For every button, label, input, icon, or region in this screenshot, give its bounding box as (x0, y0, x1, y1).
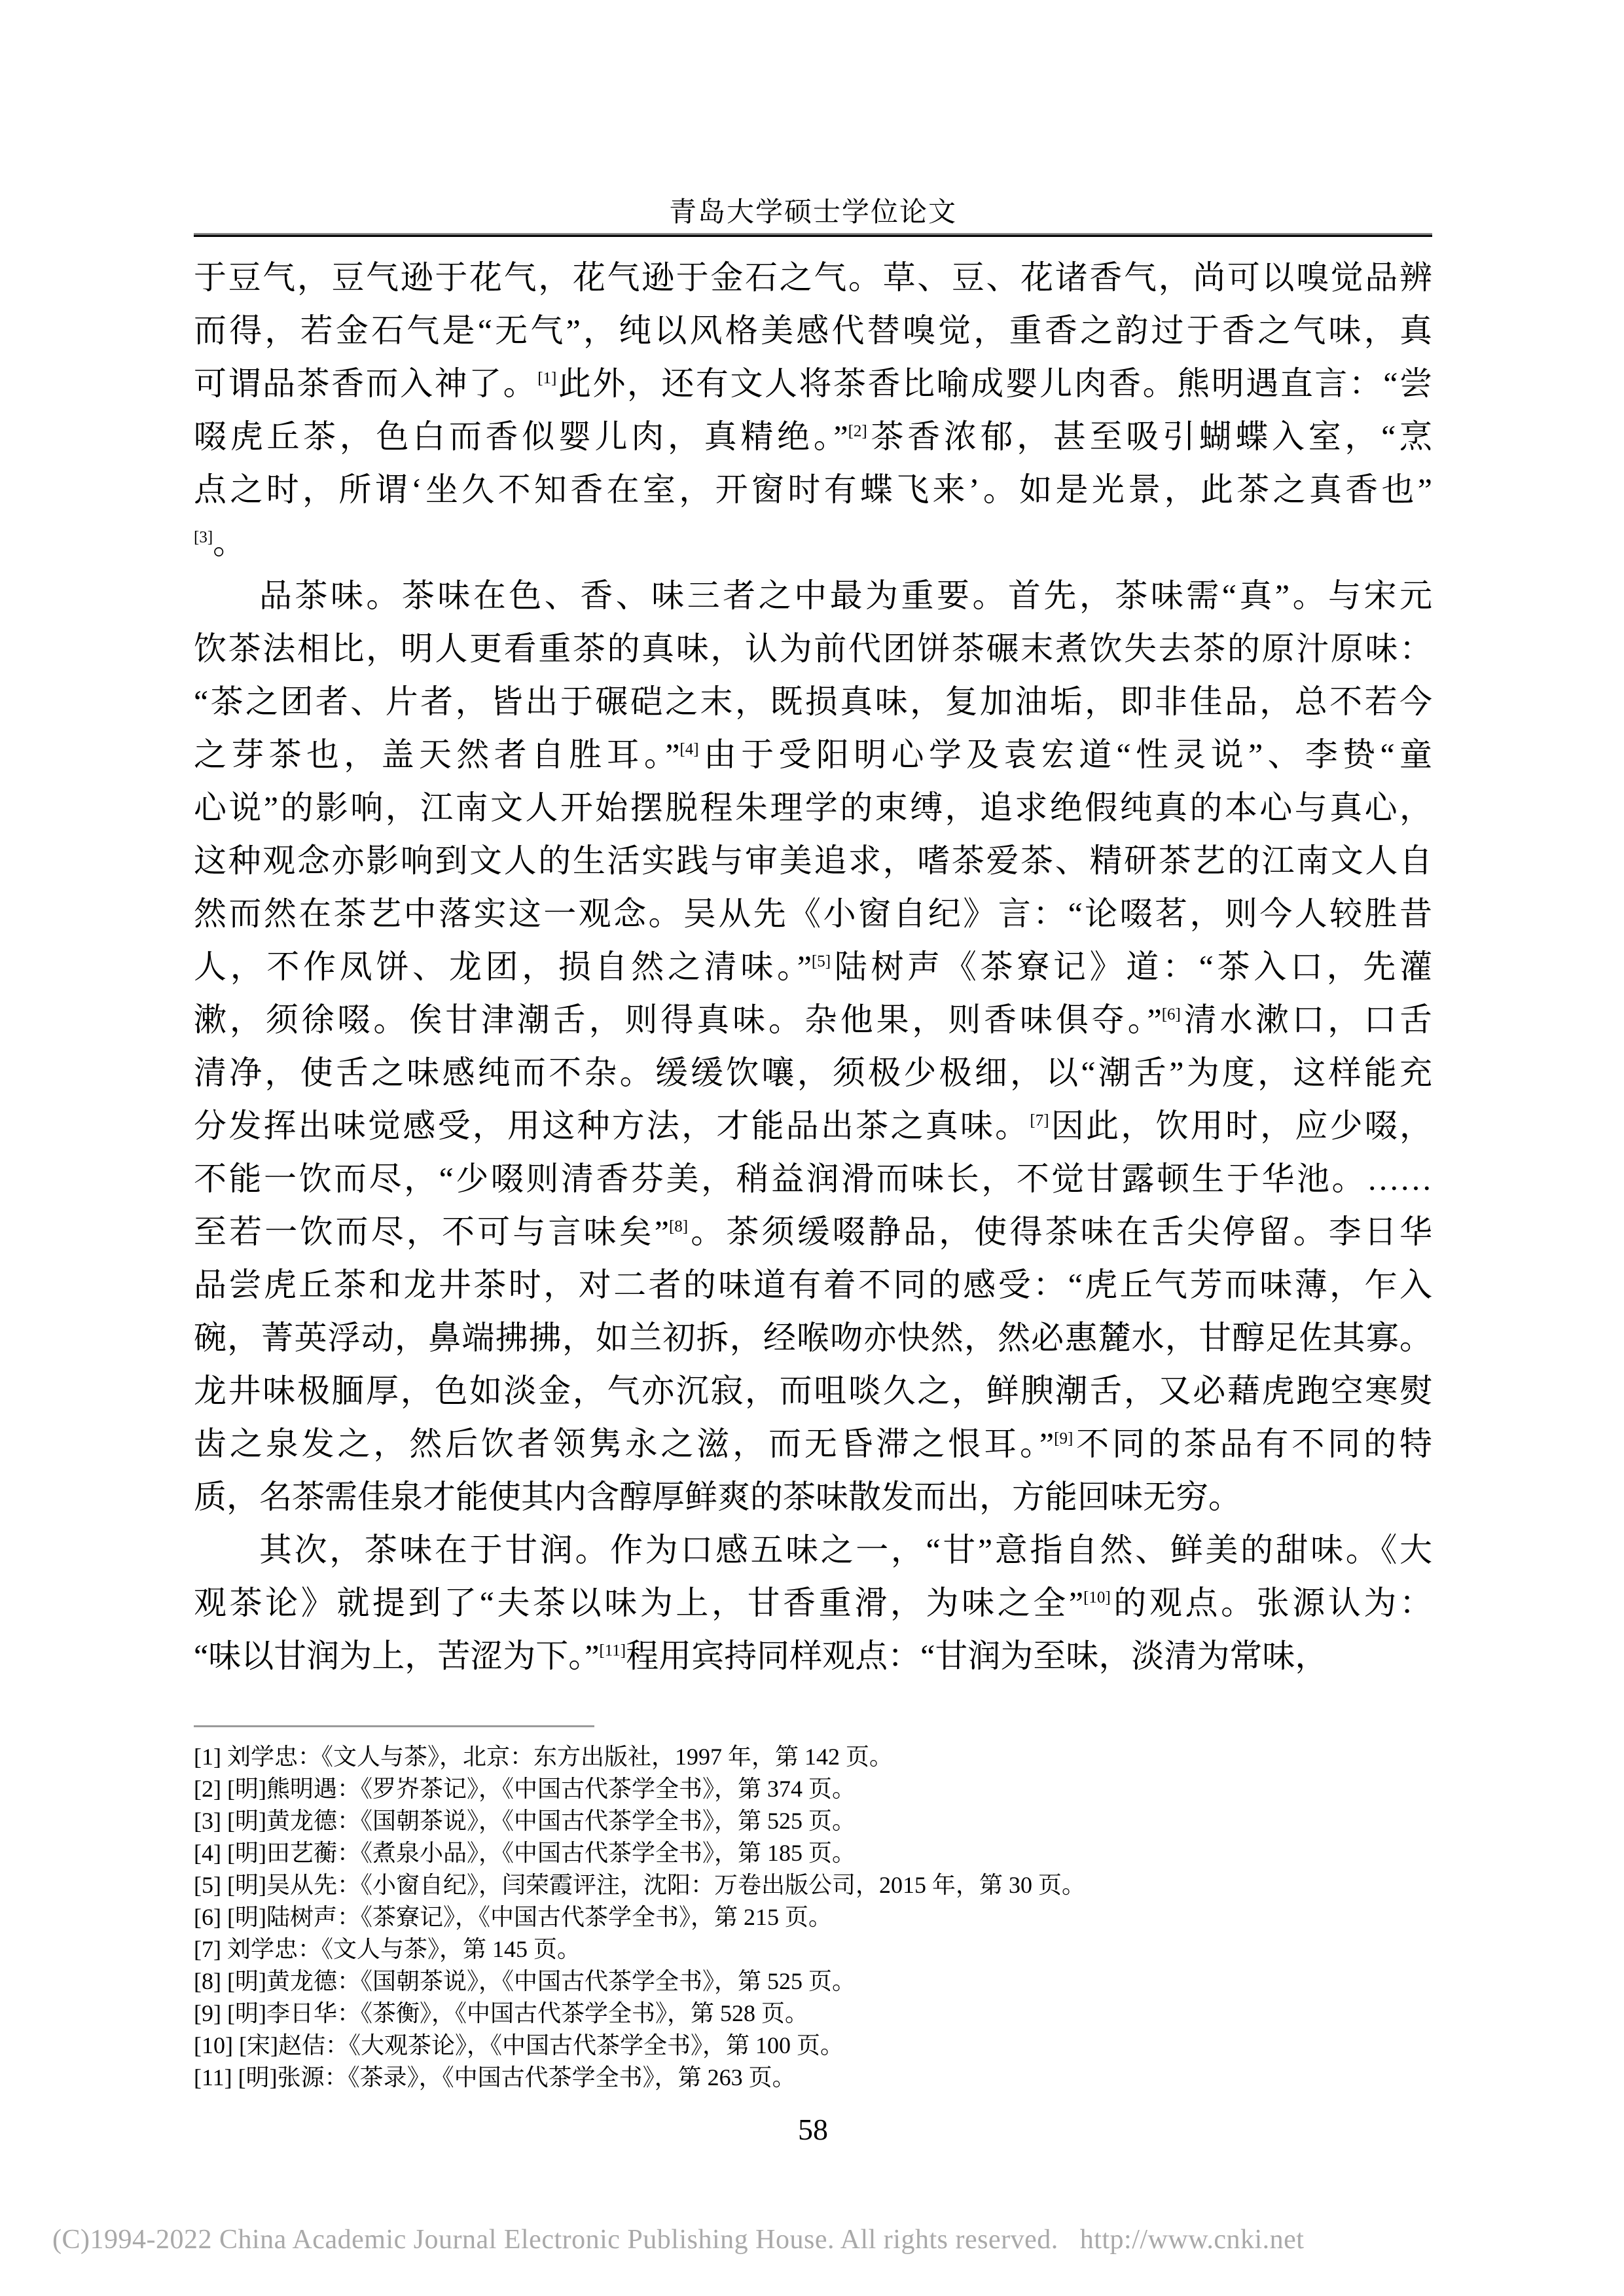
body-line: 于豆气，豆气逊于花气，花气逊于金石之气。草、豆、花诸香气，尚可以嗅觉品辨 (194, 259, 1432, 296)
body-line: 然而然在茶艺中落实这一观念。吴从先《小窗自纪》言：“论啜茗，则今人较胜昔 (194, 895, 1432, 932)
body-line: 而得，若金石气是“无气”，纯以风格美感代替嗅觉，重香之韵过于香之气味，真 (194, 312, 1432, 349)
body-line: 人，不作凤饼、龙团，损自然之清味。”[5]陆树声《茶寮记》道：“茶入口，先灌 (194, 948, 1432, 985)
body-line: 碗，菁英浮动，鼻端拂拂，如兰初拆，经喉吻亦快然，然必惠麓水，甘醇足佐其寡。 (194, 1319, 1432, 1356)
body-line: 点之时，所谓‘坐久不知香在室，开窗时有蝶飞来’。如是光景，此茶之真香也” (194, 471, 1432, 508)
page-number: 58 (798, 2113, 828, 2146)
footnote-item: [10] [宋]赵佶：《大观茶论》，《中国古代茶学全书》，第 100 页。 (194, 2032, 844, 2058)
footnote-ref: [8] (668, 1217, 689, 1236)
body-line: 这种观念亦影响到文人的生活实践与审美追求，嗜茶爱茶、精研茶艺的江南文人自 (194, 842, 1432, 879)
footnote-ref: [9] (1054, 1429, 1074, 1448)
footnote-item: [1] 刘学忠：《文人与茶》，北京：东方出版社，1997 年，第 142 页。 (194, 1744, 893, 1770)
header-rule (194, 233, 1432, 237)
body-line: 之芽茶也，盖天然者自胜耳。”[4]由于受阳明心学及袁宏道“性灵说”、李贽“童 (194, 736, 1432, 773)
footnote-item: [4] [明]田艺蘅：《煮泉小品》，《中国古代茶学全书》，第 185 页。 (194, 1840, 856, 1866)
footnote-item: [9] [明]李日华：《茶衡》，《中国古代茶学全书》，第 528 页。 (194, 2000, 808, 2026)
footnote-ref: [11] (599, 1641, 626, 1660)
footnote-ref: [4] (679, 740, 699, 759)
footnote-separator (194, 1725, 594, 1727)
footnote-item: [6] [明]陆树声：《茶寮记》，《中国古代茶学全书》，第 215 页。 (194, 1904, 832, 1930)
body-line: 其次，茶味在于甘润。作为口感五味之一，“甘”意指自然、鲜美的甜味。《大 (259, 1532, 1432, 1568)
body-line: 可谓品茶香而入神了。[1]此外，还有文人将茶香比喻成婴儿肉香。熊明遇直言：“尝 (194, 365, 1432, 402)
body-line: 心说”的影响，江南文人开始摆脱程朱理学的束缚，追求绝假纯真的本心与真心， (194, 789, 1432, 826)
body-line: 质，名茶需佳泉才能使其内含醇厚鲜爽的茶味散发而出，方能回味无穷。 (194, 1479, 1241, 1515)
body-line: “茶之团者、片者，皆出于碾硙之末，既损真味，复加油垢，即非佳品，总不若今 (194, 683, 1432, 720)
footnote-item: [3] [明]黄龙德：《国朝茶说》，《中国古代茶学全书》，第 525 页。 (194, 1808, 856, 1834)
body-line: 分发挥出味觉感受，用这种方法，才能品出茶之真味。[7]因此，饮用时，应少啜， (194, 1107, 1433, 1144)
body-line: 至若一饮而尽，不可与言味矣”[8]。茶须缓啜静品，使得茶味在舌尖停留。李日华 (194, 1213, 1432, 1250)
footnote-item: [11] [明]张源：《茶录》，《中国古代茶学全书》，第 263 页。 (194, 2064, 796, 2090)
body-line: 品尝虎丘茶和龙井茶时，对二者的味道有着不同的感受：“虎丘气芳而味薄，乍入 (194, 1266, 1432, 1303)
body-line: 品茶味。茶味在色、香、味三者之中最为重要。首先，茶味需“真”。与宋元 (259, 577, 1432, 614)
footnote-item: [2] [明]熊明遇：《罗岕茶记》，《中国古代茶学全书》，第 374 页。 (194, 1776, 856, 1802)
footnote-ref: [7] (1030, 1111, 1049, 1130)
footnote-item: [8] [明]黄龙德：《国朝茶说》，《中国古代茶学全书》，第 525 页。 (194, 1968, 856, 1994)
footnote-item: [5] [明]吴从先：《小窗自纪》，闫荣霞评注，沈阳：万卷出版公司，2015 年，第 30 页。 (194, 1872, 1085, 1898)
body-line: 漱，须徐啜。俟甘津潮舌，则得真味。杂他果，则香味俱夺。”[6]清水漱口，口舌 (194, 1001, 1432, 1038)
body-line: 观茶论》就提到了“夫茶以味为上，甘香重滑，为味之全”[10]的观点。张源认为： (194, 1585, 1433, 1621)
page-header-title: 青岛大学硕士学位论文 (668, 198, 957, 228)
footnotes (194, 1741, 1457, 2094)
footnote-ref: [5] (811, 952, 831, 971)
footnote-ref: [3] (194, 528, 213, 547)
body-line: 不能一饮而尽，“少啜则清香芬美，稍益润滑而味长，不觉甘露顿生于华池。…… (194, 1160, 1432, 1197)
body-text (194, 251, 1432, 1683)
footnote-item: [7] 刘学忠：《文人与茶》，第 145 页。 (194, 1936, 581, 1962)
body-line: “味以甘润为上，苦涩为下。”[11]程用宾持同样观点：“甘润为至味，淡清为常味， (194, 1638, 1328, 1674)
footnote-ref: [6] (1161, 1005, 1181, 1024)
body-line: 齿之泉发之，然后饮者领隽永之滋，而无昏滞之恨耳。”[9]不同的茶品有不同的特 (194, 1426, 1432, 1462)
body-line: 饮茶法相比，明人更看重茶的真味，认为前代团饼茶碾末煮饮失去茶的原汁原味： (194, 630, 1432, 667)
body-line: 清净，使舌之味感纯而不杂。缓缓饮嚷，须极少极细，以“潮舌”为度，这样能充 (194, 1054, 1432, 1091)
footnote-ref: [10] (1083, 1588, 1111, 1607)
body-line: 啜虎丘茶，色白而香似婴儿肉，真精绝。”[2]茶香浓郁，甚至吸引蝴蝶入室，“烹 (194, 418, 1432, 455)
body-line: [3]。 (194, 524, 246, 561)
footnote-ref: [2] (848, 422, 867, 440)
footnote-ref: [1] (537, 369, 557, 387)
footer-copyright: (C)1994-2022 China Academic Journal Electronic Publishing House. All rights reserved. http://www.cnki.net (52, 2225, 1305, 2255)
body-line: 龙井味极腼厚，色如淡金，气亦沉寂，而咀啖久之，鲜腴潮舌，又必藉虎跑空寒熨 (194, 1372, 1432, 1409)
